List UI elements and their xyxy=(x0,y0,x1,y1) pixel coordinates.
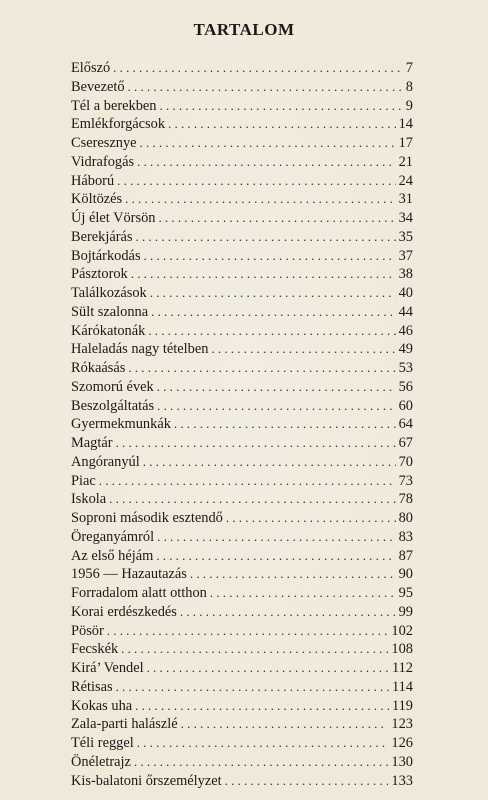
toc-entry-page-number: 123 xyxy=(391,716,413,733)
toc-entry-title: Költözés xyxy=(71,191,123,208)
toc-entry-title: Sült szalonna xyxy=(71,303,149,320)
dot-leader xyxy=(226,509,396,528)
toc-entry-page-number: 17 xyxy=(398,135,413,151)
toc-entry xyxy=(71,472,413,491)
toc-entry-title: Kirá’ Vendel xyxy=(71,660,144,676)
toc-entry xyxy=(71,134,413,153)
toc-entry-title: Emlékforgácsok xyxy=(71,116,166,133)
toc-entry-page-number: 67 xyxy=(398,435,413,451)
toc-entry-title: Önéletrajz xyxy=(71,753,131,770)
toc-entry xyxy=(71,659,413,678)
toc-entry-page-number: 24 xyxy=(398,172,413,189)
dot-leader xyxy=(157,378,396,397)
toc-entry xyxy=(71,359,413,378)
dot-leader xyxy=(147,659,389,678)
toc-entry-page-number: 95 xyxy=(398,585,413,601)
toc-entry xyxy=(71,715,413,734)
toc-entry xyxy=(71,528,413,547)
page-title: TARTALOM xyxy=(193,20,295,39)
toc-entry-title: Soproni második esztendő xyxy=(71,510,223,526)
toc-entry-page-number: 56 xyxy=(398,378,413,395)
toc-entry-page-number: 7 xyxy=(405,60,413,76)
toc-entry-page-number: 70 xyxy=(398,453,413,470)
dot-leader xyxy=(113,59,403,78)
dot-leader xyxy=(116,678,389,697)
toc-entry-title: Kárókatonák xyxy=(71,322,146,339)
toc-entry-page-number: 83 xyxy=(398,528,413,545)
toc-entry xyxy=(71,603,413,622)
toc-entry xyxy=(71,97,413,116)
toc-entry-page-number: 64 xyxy=(398,416,413,433)
toc-entry-title: Forradalom alatt otthon xyxy=(71,585,207,601)
dot-leader xyxy=(181,715,389,734)
dot-leader xyxy=(135,697,389,716)
toc-entry-title: Vidrafogás xyxy=(71,153,135,170)
dot-leader xyxy=(136,228,396,247)
toc-entry-page-number: 73 xyxy=(398,472,413,489)
toc-entry xyxy=(71,584,413,603)
toc-entry xyxy=(71,209,413,228)
toc-entry-title: Pásztorok xyxy=(71,266,128,283)
toc-entry-title: Fecskék xyxy=(71,641,119,658)
toc-entry-page-number: 9 xyxy=(405,97,413,114)
toc-entry xyxy=(71,284,413,303)
dot-leader xyxy=(116,434,396,453)
toc-entry-title: 1956 — Hazautazás xyxy=(71,566,187,583)
dot-leader xyxy=(210,584,396,603)
toc-entry-title: Cseresznye xyxy=(71,135,137,151)
dot-leader xyxy=(117,172,395,191)
dot-leader xyxy=(180,603,396,622)
toc-entry-page-number: 102 xyxy=(391,622,413,639)
dot-leader xyxy=(134,753,388,772)
toc-entry-title: Haleladás nagy tételben xyxy=(71,341,209,358)
toc-entry-title: Kis-balatoni őrszemélyzet xyxy=(71,772,222,789)
toc-entry-page-number: 78 xyxy=(398,491,413,508)
toc-entry xyxy=(71,153,413,172)
toc-entry-title: Magtár xyxy=(71,435,113,451)
toc-entry xyxy=(71,303,413,322)
dot-leader xyxy=(148,322,395,341)
toc-entry xyxy=(71,247,413,266)
toc-entry xyxy=(71,190,413,209)
dot-leader xyxy=(99,472,396,491)
toc-entry-page-number: 34 xyxy=(398,210,413,226)
toc-entry-title: Pösör xyxy=(71,622,104,639)
toc-entry xyxy=(71,397,413,416)
toc-entry xyxy=(71,547,413,566)
toc-entry-page-number: 90 xyxy=(398,566,413,583)
toc-entry xyxy=(71,59,413,78)
toc-entry-page-number: 80 xyxy=(398,510,413,526)
toc-entry-title: Rétisas xyxy=(71,678,113,695)
toc-entry xyxy=(71,640,413,659)
toc-entry-title: Öreganyámról xyxy=(71,528,155,545)
toc-entry-page-number: 31 xyxy=(398,191,413,208)
dot-leader xyxy=(131,265,396,284)
dot-leader xyxy=(174,415,396,434)
toc-entry-title: Kokas uha xyxy=(71,697,133,714)
toc-entry xyxy=(71,265,413,284)
toc-entry-page-number: 44 xyxy=(398,303,413,320)
toc-entry-title: Tél a berekben xyxy=(71,97,157,114)
toc-entry xyxy=(71,322,413,341)
dot-leader xyxy=(168,115,396,134)
toc-entry-title: Zala-parti halászlé xyxy=(71,716,178,733)
toc-entry xyxy=(71,78,413,97)
toc-entry xyxy=(71,415,413,434)
dot-leader xyxy=(125,190,395,209)
toc-entry-title: Angóranyúl xyxy=(71,453,140,470)
toc-entry-page-number: 53 xyxy=(398,360,413,376)
toc-entry-title: Szomorú évek xyxy=(71,378,154,395)
toc-entry-title: Előszó xyxy=(71,60,111,76)
toc-entry-page-number: 40 xyxy=(398,285,413,301)
dot-leader xyxy=(160,97,403,116)
dot-leader xyxy=(156,547,395,566)
toc-entry-page-number: 114 xyxy=(391,678,413,695)
toc-entry-page-number: 46 xyxy=(398,322,413,339)
toc-entry xyxy=(71,378,413,397)
toc-entry-page-number: 130 xyxy=(391,753,413,770)
toc-entry-page-number: 108 xyxy=(391,641,413,658)
toc-entry xyxy=(71,697,413,716)
toc-entry-page-number: 112 xyxy=(391,660,413,676)
toc-entry-title: Berekjárás xyxy=(71,228,133,245)
toc-entry-title: Piac xyxy=(71,472,96,489)
toc-entry-page-number: 38 xyxy=(398,266,413,283)
toc-entry-title: Korai erdészkedés xyxy=(71,603,177,620)
dot-leader xyxy=(121,640,388,659)
dot-leader xyxy=(137,734,389,753)
dot-leader xyxy=(151,303,395,322)
toc-entry-title: Bevezető xyxy=(71,78,125,95)
toc-entry xyxy=(71,340,413,359)
toc-entry-title: Beszolgáltatás xyxy=(71,397,155,414)
toc-entry-title: Rókaásás xyxy=(71,360,126,376)
toc-entry xyxy=(71,622,413,641)
toc-entry-page-number: 35 xyxy=(398,228,413,245)
dot-leader xyxy=(128,359,395,378)
toc-entry xyxy=(71,753,413,772)
dot-leader xyxy=(225,772,389,791)
toc-entry xyxy=(71,509,413,528)
dot-leader xyxy=(143,453,396,472)
toc-entry xyxy=(71,734,413,753)
toc-entry xyxy=(71,490,413,509)
dot-leader xyxy=(150,284,396,303)
toc-entry-title: Az első héjám xyxy=(71,547,154,564)
toc-entry-title: Bojtárkodás xyxy=(71,247,141,264)
toc-entry xyxy=(71,565,413,584)
toc-entry xyxy=(71,453,413,472)
toc-entry xyxy=(71,678,413,697)
toc-entry-title: Téli reggel xyxy=(71,735,134,751)
dot-leader xyxy=(107,622,389,641)
toc-entry-page-number: 8 xyxy=(405,78,413,95)
dot-leader xyxy=(128,78,403,97)
toc-entry-page-number: 126 xyxy=(391,735,413,751)
toc-entry-title: Gyermekmunkák xyxy=(71,416,171,433)
dot-leader xyxy=(144,247,396,266)
toc-entry xyxy=(71,434,413,453)
dot-leader xyxy=(140,134,396,153)
toc-entry-page-number: 21 xyxy=(398,153,413,170)
table-of-contents xyxy=(71,59,413,790)
toc-entry-page-number: 119 xyxy=(391,697,413,714)
dot-leader xyxy=(211,340,395,359)
toc-entry xyxy=(71,172,413,191)
toc-entry xyxy=(71,772,413,791)
toc-entry-page-number: 37 xyxy=(398,247,413,264)
toc-entry-title: Új élet Vörsön xyxy=(71,210,156,226)
toc-entry-page-number: 87 xyxy=(398,547,413,564)
dot-leader xyxy=(158,209,395,228)
toc-entry-title: Iskola xyxy=(71,491,107,508)
toc-entry xyxy=(71,228,413,247)
toc-entry-page-number: 49 xyxy=(398,341,413,358)
dot-leader xyxy=(190,565,396,584)
toc-entry-title: Háború xyxy=(71,172,115,189)
dot-leader xyxy=(109,490,395,509)
toc-entry-page-number: 60 xyxy=(398,397,413,414)
toc-entry-title: Találkozások xyxy=(71,285,147,301)
toc-entry-page-number: 14 xyxy=(398,116,413,133)
dot-leader xyxy=(137,153,396,172)
dot-leader xyxy=(157,397,395,416)
dot-leader xyxy=(157,528,395,547)
toc-entry-page-number: 133 xyxy=(391,772,413,789)
toc-entry xyxy=(71,115,413,134)
toc-entry-page-number: 99 xyxy=(398,603,413,620)
